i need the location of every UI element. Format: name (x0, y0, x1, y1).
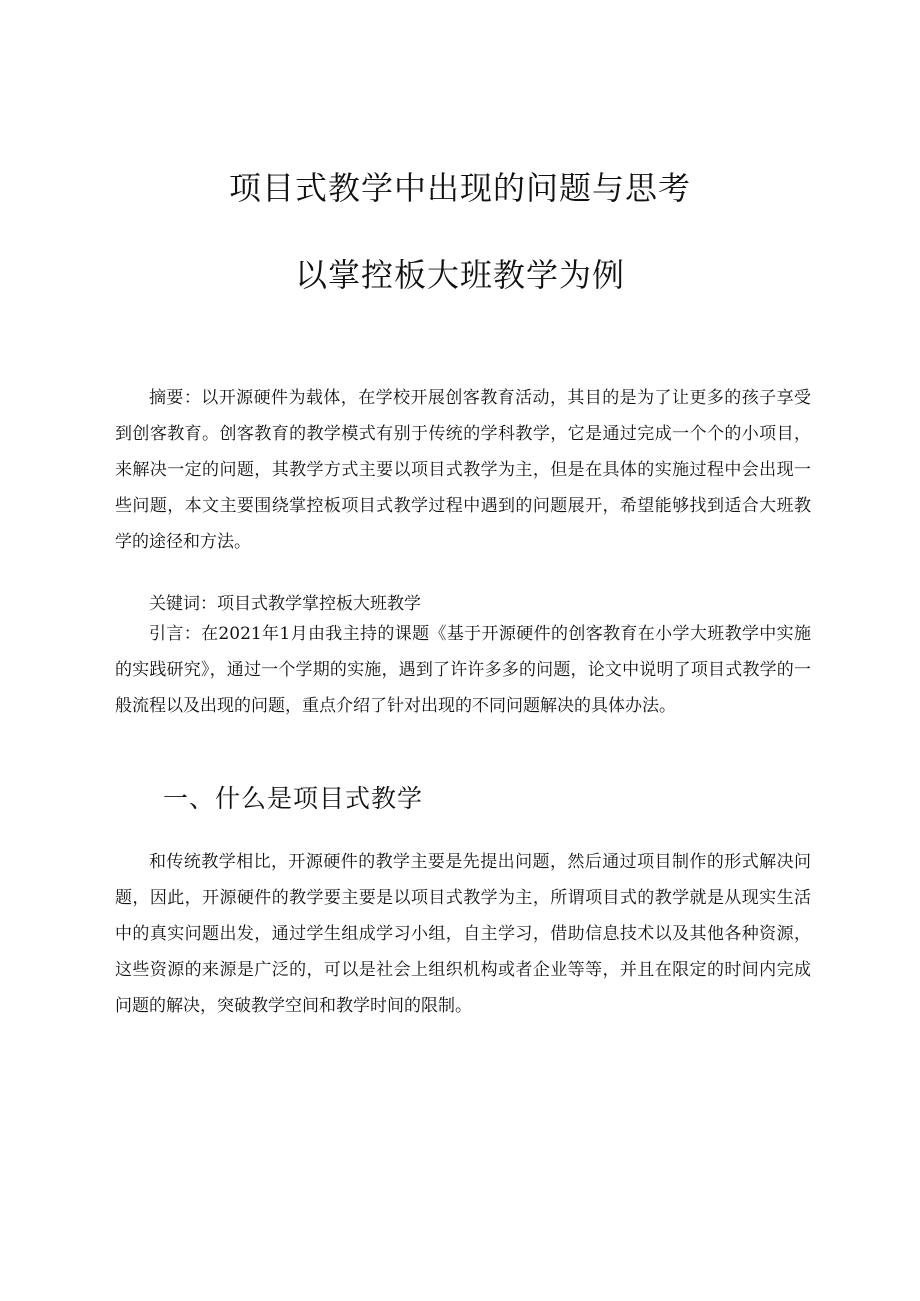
document-title: 项目式教学中出现的问题与思考 (228, 169, 691, 207)
abstract-paragraph: 摘要：以开源硬件为载体，在学校开展创客教育活动，其目的是为了让更多的孩子享受到创客教育。创客教育的教学模式有别于传统的学科教学，它是通过完成一个个的小项目，来解决一定的问题，其教学方式主要以项目式教学为主，但是在具体的实施过程中会出现一些问题，本文主要围绕掌控板项目式教学过程中遇到的问题展开，希望能够找到适合大班教学的途径和方法。 (115, 388, 811, 552)
section-heading: 一、什么是项目式教学 (163, 784, 424, 813)
keywords-paragraph: 关键词：项目式教学掌控板大班教学 (149, 594, 421, 614)
introduction-paragraph: 引言：在2021年1月由我主持的课题《基于开源硬件的创客教育在小学大班教学中实施的实践研究》，通过一个学期的实施，遇到了许许多多的问题，论文中说明了项目式教学的一般流程以及出现的问题，重点介绍了针对出现的不同问题解决的具体办法。 (115, 624, 811, 716)
section-body-paragraph: 和传统教学相比，开源硬件的教学主要是先提出问题，然后通过项目制作的形式解决问题，因此，开源硬件的教学要主要是以项目式教学为主，所谓项目式的教学就是从现实生活中的真实问题出发，通过学生组成学习小组，自主学习，借助信息技术以及其他各种资源，这些资源的来源是广泛的，可以是社会上组织机构或者企业等等，并且在限定的时间内完成问题的解决，突破教学空间和教学时间的限制。 (115, 852, 811, 1016)
document-subtitle: 以掌控板大班教学为例 (294, 256, 625, 294)
